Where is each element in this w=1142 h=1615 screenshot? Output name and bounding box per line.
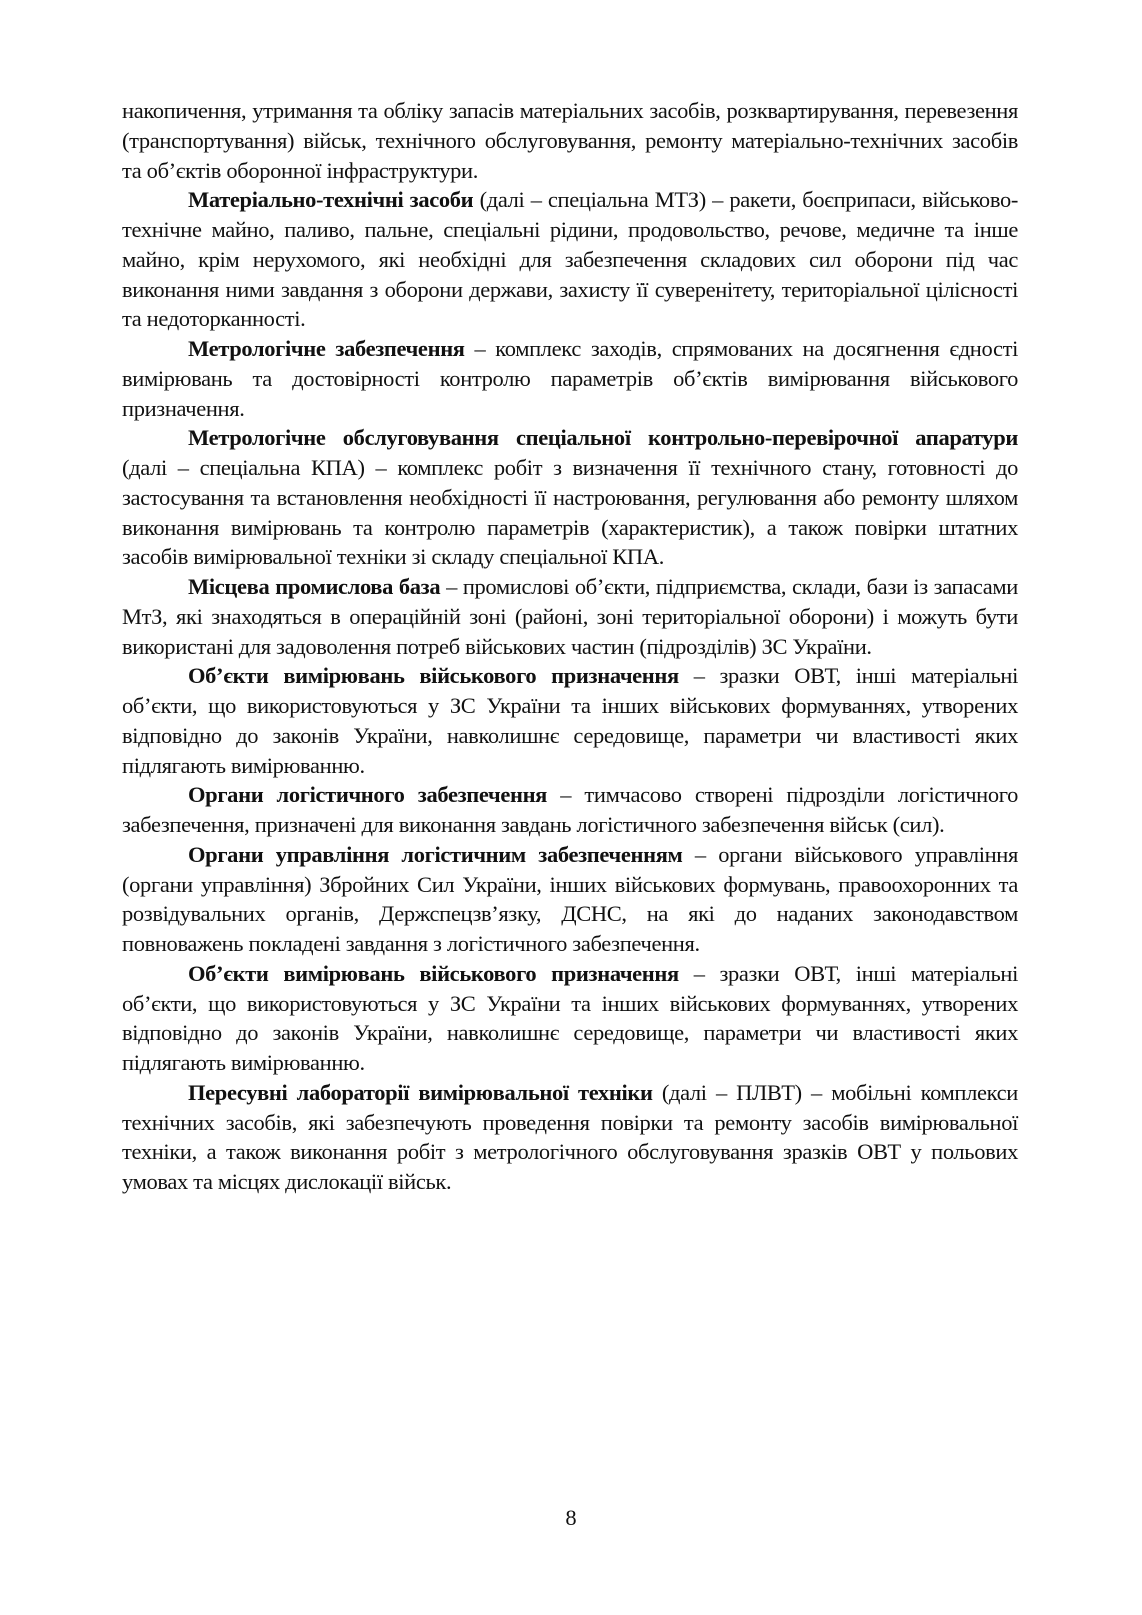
definition-text: – органи військового управління (органи управління) Збройних Сил України, інших військових формувань, правоохоронних та розвідувальних органів, Держспецзв’язку, ДСНС, на які до наданих законодавством повноважень покладені завдання з логістичного забезпечення. (122, 841, 1018, 956)
definition-measurement-objects-repeat (122, 959, 1018, 1078)
definition-term: Метрологічне обслуговування спеціальної контрольно-перевірочної апаратури (188, 425, 1018, 451)
definition-text: (далі – спеціальна МТЗ) – ракети, боєприпаси, військово-технічне майно, паливо, пальне, спеціальні рідини, продовольство, речове, медичне та інше майно, крім нерухомого, які необхідні для забезпечення складових сил оборони під час виконання ними завдання з оборони держави, захисту її суверенітету, територіальної цілісності та недоторканності. (122, 187, 1018, 332)
definition-term: Об’єкти вимірювань військового призначення (188, 663, 679, 689)
definition-term: Органи управління логістичним забезпеченням (188, 841, 683, 867)
definition-measurement-objects (122, 661, 1018, 780)
page-number: 8 (565, 1505, 577, 1530)
definition-term: Місцева промислова база (188, 574, 441, 599)
definition-local-industrial-base (122, 572, 1018, 661)
definition-term: Пересувні лабораторії вимірювальної техніки (188, 1079, 653, 1105)
definition-text: – тимчасово створені підрозділи логістичного забезпечення, призначені для виконання завдань логістичного забезпечення військ (сил). (122, 782, 1018, 837)
definition-material-technical-means (122, 185, 1018, 334)
definition-term: Метрологічне забезпечення (188, 336, 465, 361)
definition-metrological-support (122, 334, 1018, 423)
definition-text: (далі – ПЛВТ) – мобільні комплекси технічних засобів, які забезпечують проведення повірки та ремонту засобів вимірювальної техніки, а також виконання робіт з метрологічного обслуговування зразків ОВТ у польових умовах та місцях дислокації військ. (122, 1079, 1018, 1194)
definition-metrological-maintenance-kpa (122, 423, 1018, 572)
definition-term: Органи логістичного забезпечення (188, 782, 548, 808)
document-page (122, 96, 1018, 1197)
definition-text: – зразки ОВТ, інші матеріальні об’єкти, що використовуються у ЗС України та інших військових формуваннях, утворених відповідно до законів України, навколишнє середовище, параметри чи властивості яких підлягають вимірюванню. (122, 663, 1018, 778)
paragraph-text: накопичення, утримання та обліку запасів матеріальних засобів, розквартирування, перевезення (транспортування) військ, технічного обслуговування, ремонту матеріально-технічних засобів та об’єктів оборонної інфраструктури. (122, 98, 1018, 183)
definition-mobile-labs (122, 1078, 1018, 1197)
definition-text: – зразки ОВТ, інші матеріальні об’єкти, що використовуються у ЗС України та інших військових формуваннях, утворених відповідно до законів України, навколишнє середовище, параметри чи властивості яких підлягають вимірюванню. (122, 960, 1018, 1075)
definition-text: – промислові об’єкти, підприємства, склади, бази із запасами МтЗ, які знаходяться в операційній зоні (районі, зоні територіальної оборони) і можуть бути використані для задоволення потреб військових частин (підрозділів) ЗС України. (122, 574, 1018, 659)
definition-text: (далі – спеціальна КПА) – комплекс робіт з визначення її технічного стану, готовності до застосування та встановлення необхідності її настроювання, регулювання або ремонту шляхом виконання вимірювань та контролю параметрів (характеристик), а також повірки штатних засобів вимірювальної техніки зі складу спеціальної КПА. (122, 455, 1018, 570)
definition-term: Матеріально-технічні засоби (188, 187, 474, 213)
definition-logistics-bodies (122, 780, 1018, 840)
definition-logistics-management-bodies (122, 840, 1018, 959)
definition-text: – комплекс заходів, спрямованих на досягнення єдності вимірювань та достовірності контролю параметрів об’єктів вимірювання військового призначення. (122, 336, 1018, 421)
paragraph-continuation (122, 96, 1018, 185)
definition-term: Об’єкти вимірювань військового призначення (188, 960, 679, 986)
